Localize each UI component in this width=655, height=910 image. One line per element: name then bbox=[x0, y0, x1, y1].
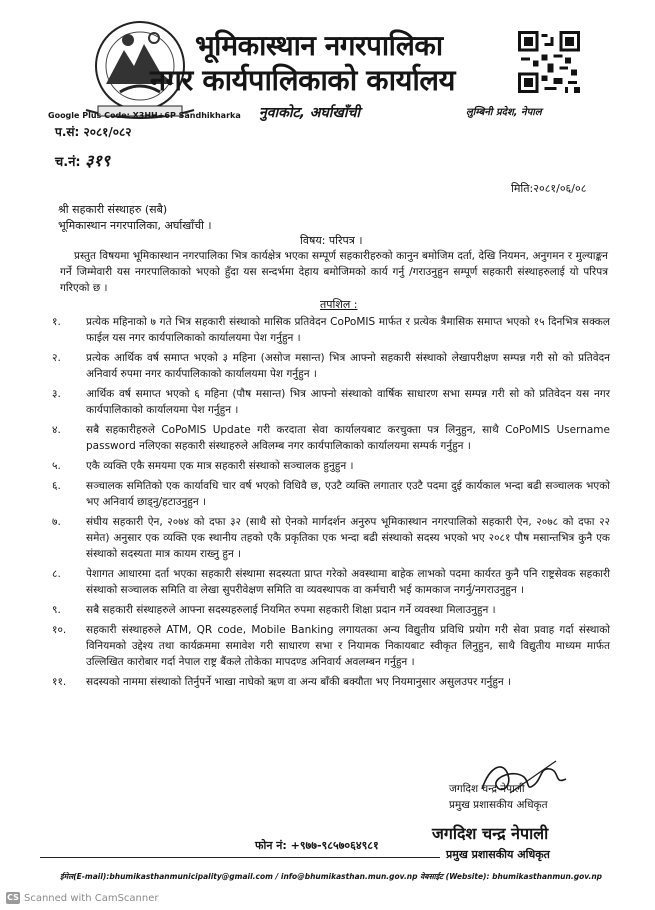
dispatch-number bbox=[55, 149, 110, 171]
dispatch-label: च.नं: bbox=[55, 155, 81, 170]
item-number: ५. bbox=[52, 460, 61, 472]
office-name: नगर कार्यपालिकाको कार्यालय bbox=[150, 63, 455, 97]
item-text: प्रत्येक आर्थिक वर्ष समाप्त भएको ३ महिना (असोज मसान्त) भित्र आफ्नो सहकारी संस्थाको लेखापरीक्षण सम्पन्न गरी सो को प्रतिवेदन अनिवार्य रुपमा नगर कार्यपालिकाको कार्यालयमा पेश गर्नुहुन । bbox=[86, 352, 610, 380]
item-text: सञ्चालक समितिको एक कार्यावधि चार वर्ष भएको विधिवै छ, एउटै व्यक्ति लगातार एउटै पदमा दुई कार्यकाल भन्दा बढी सञ्चालक भएको भए अनिवार्य छाड्नु/हटाउनुहुन । bbox=[86, 480, 610, 508]
item-text: प्रत्येक महिनाको ७ गते भित्र सहकारी संस्थाको मासिक प्रतिवेदन CoPoMIS मार्फत र प्रत्येक त्रैमासिक समाप्त भएको १५ दिनभित्र सक्कल फाईल यस नगर कार्यपालिकाको कार्यालयमा पेश गर्नुहुन । bbox=[86, 316, 610, 344]
list-item bbox=[52, 566, 610, 598]
item-number: ११. bbox=[52, 676, 67, 688]
instruction-list bbox=[52, 310, 610, 690]
list-item bbox=[52, 478, 610, 510]
intro-paragraph: प्रस्तुत विषयमा भूमिकास्थान नगरपालिका भित्र कार्यक्षेत्र भएका सम्पूर्ण सहकारीहरुको कानुन बमोजिम दर्ता, देखि नियमन, अनुगमन र मुल्याङ्कन गर्ने जिम्मेवारी यस नगरपालिकाको भएको हुँदा यस सन्दर्भमा देहाय बमोजिमको कार्य गर्नु /गराउनुहुन सम्पूर्ण सहकारी संस्थाहरुलाई यो परिपत्र गरिएको छ । bbox=[60, 250, 608, 294]
dispatch-value: ३१९ bbox=[85, 151, 111, 170]
letter-subject: विषय: परिपत्र । bbox=[300, 234, 363, 247]
item-text: पेशागत आधारमा दर्ता भएका सहकारी संस्थामा सदस्यता प्राप्त गरेको अवस्थामा बाहेक लाभको पदमा कार्यरत कुनै पनि राष्ट्रसेवक सहकारी संस्थाको सञ्चालक समिति वा लेखा सुपरीवेक्षण समिति वा व्यवस्थापक वा कर्मचारी भई कामकाज नगर्नु/नगराउनुहुन । bbox=[86, 568, 610, 596]
item-text: एकै व्यक्ति एकै समयमा एक मात्र सहकारी संस्थाको सञ्चालक हुनुहुन । bbox=[86, 460, 354, 472]
plus-code: Google Plus Code: X3HH+6P Sandhikharka bbox=[48, 111, 241, 120]
stamp-name: जगदिश चन्द्र नेपाली bbox=[432, 824, 549, 843]
item-number: ३. bbox=[52, 388, 61, 400]
item-number: २. bbox=[52, 352, 61, 364]
signatory-title: प्रमुख प्रशासकीय अधिकृत bbox=[449, 799, 548, 811]
list-item bbox=[52, 350, 610, 382]
item-text: संघीय सहकारी ऐन, २०७४ को दफा ३२ (साथै सो ऐनको मार्गदर्शन अनुरुप भूमिकास्थान नगरपालिको सहकारी ऐन, २०७८ को दफा २२ समेत) अनुसार एक व्यक्ति एक स्थानीय तहको एकै प्रकृतिका एक भन्दा बढी संस्थाको सदस्य भएको भए २०८१ पौष मसान्तभित्र कुनै एक संस्थाको सदस्यता मात्र कायम राख्नु हुन । bbox=[86, 516, 610, 560]
contact-line: ईमेल(E-mail):bhumikasthanmunicipality@gmail.com / info@bhumikasthan.mun.gov.np वेबसाईट (Website): bhumikasthanmun.gov.np bbox=[60, 872, 603, 881]
stamp-title: प्रमुख प्रशासकीय अधिकृत bbox=[446, 848, 550, 861]
item-number: १०. bbox=[52, 624, 67, 636]
list-item bbox=[52, 386, 610, 418]
item-number: ४. bbox=[52, 424, 61, 436]
municipality-name: भूमिकास्थान नगरपालिका bbox=[195, 29, 443, 62]
reference-number: प.सं: २०८१/०८२ bbox=[55, 125, 132, 139]
camscanner-icon: CS bbox=[7, 893, 19, 902]
office-address: नुवाकोट, अर्घाखाँची bbox=[259, 105, 360, 121]
footer-divider bbox=[40, 857, 440, 858]
item-text: सबै सहकारीहरुले CoPoMIS Update गरी करदाता सेवा कार्यालयबाट करचुक्ता पत्र लिनुहुन, साथै CoPoMIS Username password नलिएका सहकारी संस्थाहरुले अविलम्ब नगर कार्यपालिकाको कार्यालयमा सम्पर्क गर्नुहुन । bbox=[86, 424, 610, 452]
province-name: लुम्बिनी प्रदेश, नेपाल bbox=[466, 107, 542, 118]
item-number: ६. bbox=[52, 480, 61, 492]
item-text: सबै सहकारी संस्थाहरुले आफ्ना सदस्यहरुलाई नियमित रुपमा सहकारी शिक्षा प्रदान गर्ने व्यवस्था मिलाउनुहुन । bbox=[86, 604, 496, 616]
item-text: आर्थिक वर्ष समाप्त भएको ६ महिना (पौष मसान्त) भित्र आफ्नो संस्थाको वार्षिक साधारण सभा सम्पन्न गरी सो को प्रतिवेदन यस नगर कार्यपालिकाको कार्यालयमा पेश गर्नुहुन । bbox=[86, 388, 610, 416]
item-number: ८. bbox=[52, 568, 61, 580]
phone-number: फोन नं: +९७७-९८५७०६४९८१ bbox=[255, 839, 379, 852]
recipient-line-1: श्री सहकारी संस्थाहरु (सबै) bbox=[58, 203, 168, 216]
item-number: ७. bbox=[52, 516, 61, 528]
list-item bbox=[52, 514, 610, 562]
item-text: सहकारी संस्थाहरुले ATM, QR code, Mobile Banking लगायतका अन्य विद्युतीय प्रविधि प्रयोग गरी सेवा प्रवाह गर्दा संस्थाको विनियमको उद्देश्य तथा कार्यक्रममा समावेश गरी साधारण सभा र नियामक निकायबाट स्वीकृत लिनुहुन, साथै विद्युतीय माध्यम मार्फत उल्लिखित कारोबार गर्दा नेपाल राष्ट्र बैंकले तोकेका मापदण्ड अनिवार्य अवलम्बन गर्नुहुन । bbox=[86, 624, 610, 668]
signatory-name: जगदिश चन्द्र नेपाली bbox=[449, 783, 525, 795]
item-number: १. bbox=[52, 316, 61, 328]
list-item bbox=[52, 602, 610, 618]
qr-code bbox=[518, 31, 580, 93]
letter-date: मिति:२०८१/०६/०८ bbox=[511, 182, 587, 195]
details-heading: तपशिल : bbox=[320, 298, 358, 311]
list-item bbox=[52, 622, 610, 670]
list-item bbox=[52, 674, 610, 690]
list-item bbox=[52, 458, 610, 474]
item-text: सदस्यको नाममा संस्थाको तिर्नुपर्ने भाखा नाघेको ऋण वा अन्य बाँकी बक्यौता भए नियमानुसार असुलउपर गर्नुहुन । bbox=[86, 676, 512, 688]
item-number: ९. bbox=[52, 604, 61, 616]
scanner-text: Scanned with CamScanner bbox=[24, 892, 159, 904]
list-item bbox=[52, 314, 610, 346]
recipient-line-2: भूमिकास्थान नगरपालिका, अर्घाखाँची । bbox=[58, 219, 212, 232]
list-item bbox=[52, 422, 610, 454]
scanner-watermark bbox=[6, 892, 159, 904]
